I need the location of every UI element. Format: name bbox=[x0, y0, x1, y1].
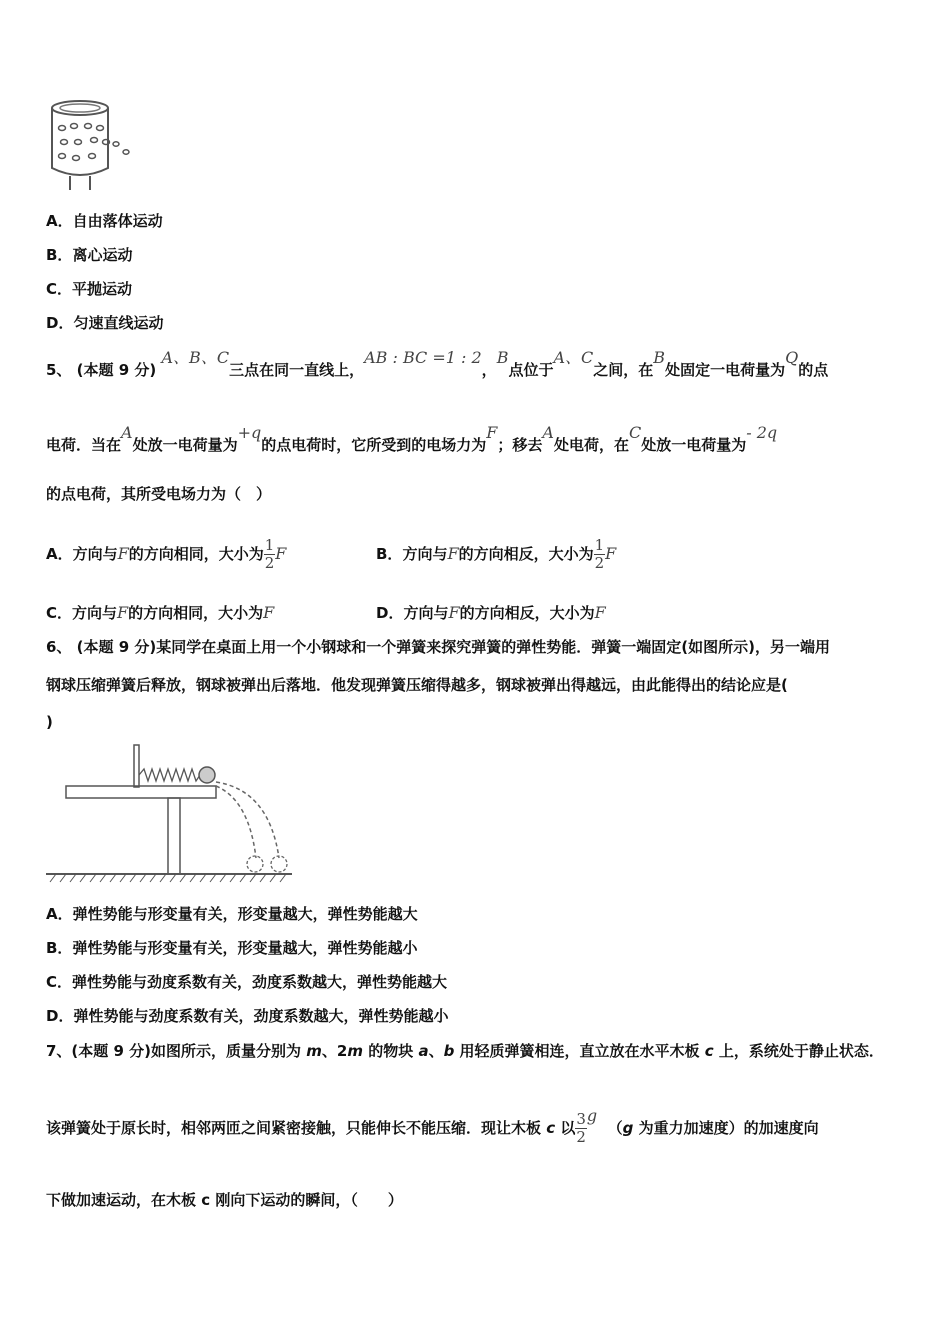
q5-stem-line1 bbox=[46, 348, 829, 380]
option-letter: C． bbox=[46, 973, 73, 991]
option-text: 离心运动 bbox=[72, 246, 133, 264]
q5-stem-line2 bbox=[46, 423, 778, 455]
stem-text: 处放一电荷量为 bbox=[641, 436, 747, 454]
option-text: 自由落体运动 bbox=[72, 212, 163, 230]
option-text: 的方向相同，大小为 bbox=[128, 604, 264, 622]
q5-stem-line3: 的点电荷，其所受电场力为（ ） bbox=[46, 485, 272, 503]
math-a: A bbox=[121, 423, 133, 442]
math-plus: + bbox=[237, 423, 251, 442]
q6-stem-line2: 钢球压缩弹簧后释放，钢球被弹出后落地．他发现弹簧压缩得越多，钢球被弹出得越远，由此能得出的结论应是( bbox=[46, 676, 788, 694]
q4-option-a[interactable] bbox=[46, 211, 163, 231]
math-a: a bbox=[418, 1042, 429, 1060]
q7-stem-line2 bbox=[46, 1108, 819, 1148]
option-letter: B． bbox=[376, 545, 403, 563]
option-letter: D． bbox=[46, 314, 74, 332]
q6-option-b[interactable] bbox=[46, 938, 417, 958]
spring-table-figure bbox=[44, 742, 294, 890]
math-f: F bbox=[448, 603, 460, 622]
stem-text: 的物块 bbox=[362, 1042, 419, 1060]
option-letter: A． bbox=[46, 905, 73, 923]
option-text: 平抛运动 bbox=[72, 280, 133, 298]
math-c: c bbox=[546, 1119, 556, 1137]
option-letter: A． bbox=[46, 545, 73, 563]
q4-option-b[interactable] bbox=[46, 245, 132, 265]
q6-option-a[interactable] bbox=[46, 904, 418, 924]
stem-text: 处电荷，在 bbox=[553, 436, 629, 454]
q5-option-d[interactable] bbox=[376, 603, 606, 623]
math-f: F bbox=[594, 603, 606, 622]
fraction-three-halves bbox=[575, 1111, 587, 1146]
math-f: F bbox=[263, 603, 275, 622]
option-text: 的方向相同，大小为 bbox=[128, 545, 264, 563]
fraction-numerator: 1 bbox=[264, 536, 275, 554]
stem-text: 、 bbox=[428, 1042, 444, 1060]
q6-stem-line3: ) bbox=[46, 713, 53, 731]
option-letter: D． bbox=[46, 1007, 74, 1025]
math-q: q bbox=[251, 423, 262, 442]
q6-option-d[interactable] bbox=[46, 1006, 448, 1026]
math-points-abc: A、B、C bbox=[161, 348, 230, 367]
option-letter: C． bbox=[46, 280, 73, 298]
q5-option-c[interactable] bbox=[46, 603, 274, 623]
stem-text: 之间，在 bbox=[593, 361, 654, 379]
fraction-denominator: 2 bbox=[594, 554, 605, 572]
math-f: F bbox=[486, 423, 498, 442]
fraction-numerator: 1 bbox=[594, 536, 605, 554]
math-m: m bbox=[347, 1042, 363, 1060]
math-q-charge: Q bbox=[785, 348, 799, 367]
math-f: F bbox=[605, 544, 617, 563]
question-score: (本题 9 分) bbox=[76, 361, 157, 379]
stem-text: 电荷．当在 bbox=[46, 436, 122, 454]
q6-stem-line1: 6、 (本题 9 分)某同学在桌面上用一个小钢球和一个弹簧来探究弹簧的弹性势能．弹簧一端固定(如图所示)，另一端用 bbox=[46, 638, 830, 656]
option-text: 方向与 bbox=[72, 545, 118, 563]
q7-stem-line3: 下做加速运动，在木板 c 刚向下运动的瞬间，（ ） bbox=[46, 1191, 403, 1209]
option-text: 方向与 bbox=[72, 604, 118, 622]
option-text: 方向与 bbox=[403, 604, 449, 622]
q6-option-c[interactable] bbox=[46, 972, 447, 992]
option-letter: A． bbox=[46, 212, 73, 230]
stem-text: ；移去 bbox=[497, 436, 543, 454]
option-letter: D． bbox=[376, 604, 404, 622]
option-text: 的方向相反，大小为 bbox=[459, 604, 595, 622]
stem-text: （ bbox=[607, 1119, 623, 1137]
q4-option-d[interactable] bbox=[46, 313, 163, 333]
math-c: C bbox=[628, 423, 642, 442]
math-f: F bbox=[117, 544, 129, 563]
math-f: F bbox=[447, 544, 459, 563]
option-text: 弹性势能与形变量有关，形变量越大，弹性势能越小 bbox=[72, 939, 418, 957]
fraction-denominator: 2 bbox=[576, 1128, 586, 1146]
math-m: m bbox=[306, 1042, 322, 1060]
option-text: 弹性势能与形变量有关，形变量越大，弹性势能越大 bbox=[72, 905, 418, 923]
stem-text: 用轻质弹簧相连，直立放在水平木板 bbox=[454, 1042, 705, 1060]
q7-stem-line1 bbox=[46, 1041, 884, 1061]
drum-figure bbox=[44, 96, 136, 196]
math-f: F bbox=[117, 603, 129, 622]
stem-text: 处放一电荷量为 bbox=[132, 436, 238, 454]
option-letter: B． bbox=[46, 246, 73, 264]
math-g: g bbox=[622, 1119, 634, 1137]
q5-option-a[interactable] bbox=[46, 537, 286, 571]
stem-text: 以 bbox=[555, 1119, 576, 1137]
math-ac: A、C bbox=[553, 348, 594, 367]
math-b: b bbox=[443, 1042, 455, 1060]
fraction-denominator: 2 bbox=[264, 554, 275, 572]
stem-text: 该弹簧处于原长时，相邻两匝之间紧密接触，只能伸长不能压缩．现让木板 bbox=[46, 1119, 547, 1137]
q5-option-b[interactable] bbox=[376, 537, 616, 571]
option-letter: C． bbox=[46, 604, 73, 622]
math-ratio: AB : BC =1 : 2 bbox=[364, 348, 482, 367]
stem-text: 为重力加速度）的加速度向 bbox=[633, 1119, 819, 1137]
option-text: 弹性势能与劲度系数有关，劲度系数越大，弹性势能越大 bbox=[72, 973, 448, 991]
math-minus-2q: - 2q bbox=[746, 423, 778, 442]
math-a: A bbox=[542, 423, 554, 442]
math-b: B bbox=[496, 348, 509, 367]
q4-option-c[interactable] bbox=[46, 279, 132, 299]
stem-text: 处固定一电荷量为 bbox=[665, 361, 786, 379]
option-letter: B． bbox=[46, 939, 73, 957]
option-text: 匀速直线运动 bbox=[73, 314, 164, 332]
question-number: 5、 bbox=[46, 361, 72, 379]
fraction-numerator: 3 bbox=[576, 1110, 586, 1128]
math-f: F bbox=[275, 544, 287, 563]
math-g: g bbox=[586, 1106, 598, 1125]
stem-text: ， bbox=[481, 361, 497, 379]
stem-text: 7、(本题 9 分)如图所示，质量分别为 bbox=[46, 1042, 307, 1060]
stem-text: 、2 bbox=[321, 1042, 348, 1060]
option-text: 方向与 bbox=[402, 545, 448, 563]
fraction-half bbox=[264, 537, 276, 572]
stem-text: 点位于 bbox=[508, 361, 554, 379]
stem-text: 三点在同一直线上， bbox=[229, 361, 365, 379]
option-text: 的方向相反，大小为 bbox=[458, 545, 594, 563]
stem-text: 上，系统处于静止状态． bbox=[713, 1042, 884, 1060]
option-text: 弹性势能与劲度系数有关，劲度系数越大，弹性势能越小 bbox=[73, 1007, 449, 1025]
stem-text: 的点电荷时，它所受到的电场力为 bbox=[261, 436, 487, 454]
math-c: c bbox=[704, 1042, 714, 1060]
math-b: B bbox=[653, 348, 666, 367]
stem-text: 的点 bbox=[798, 361, 829, 379]
fraction-half bbox=[594, 537, 606, 572]
